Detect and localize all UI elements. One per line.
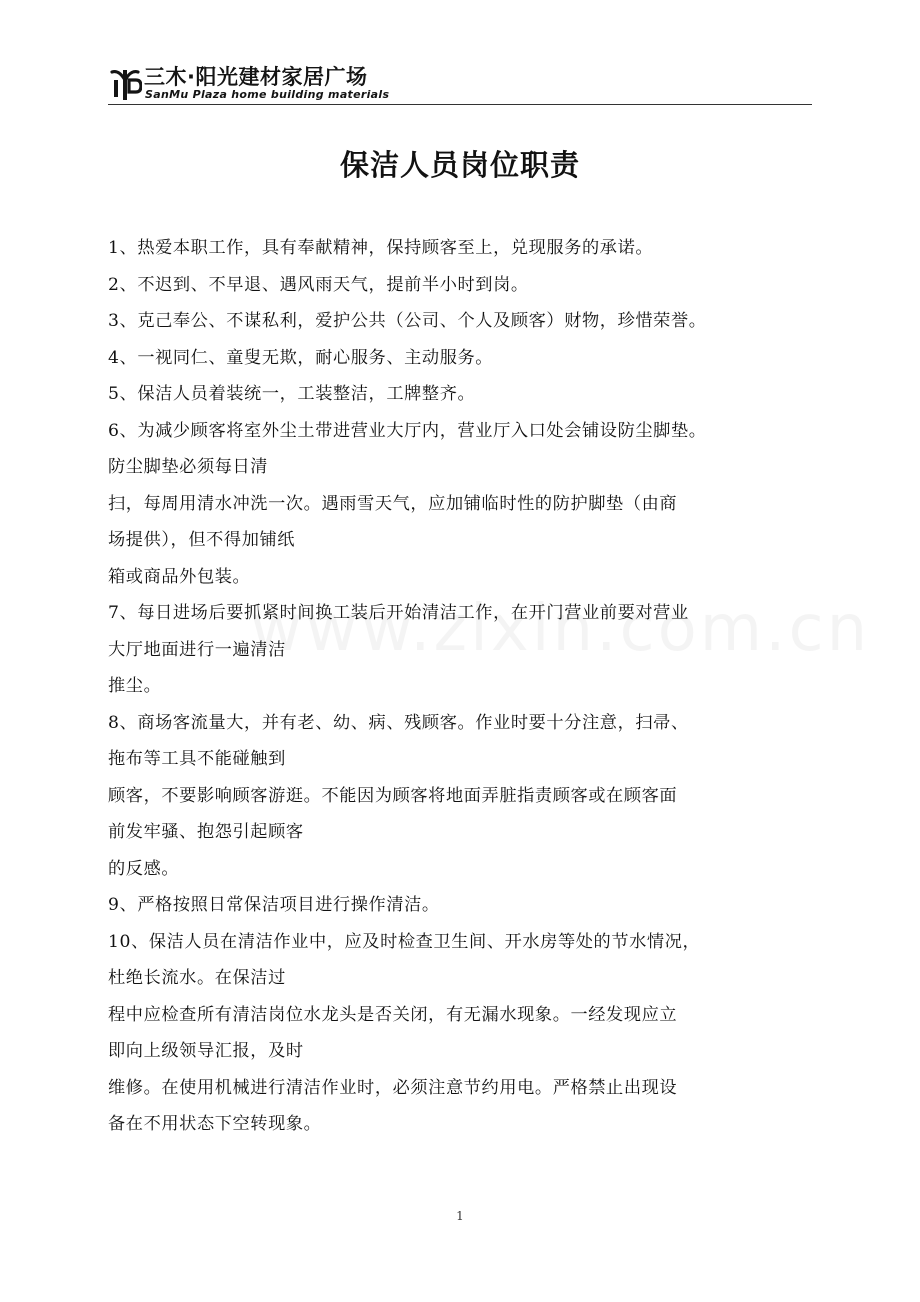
- document-body: [108, 230, 818, 1143]
- header-divider: [108, 104, 812, 105]
- text-line: 6、为减少顾客将室外尘土带进营业大厅内，营业厅入口处会铺设防尘脚垫。: [108, 420, 707, 441]
- text-line: 5、保洁人员着装统一，工装整洁，工牌整齐。: [108, 384, 476, 404]
- company-subtitle: SanMu Plaza home building materials: [145, 88, 390, 101]
- text-line: 前发牢骚、抱怨引起顾客: [108, 822, 304, 842]
- text-line: 场提供），但不得加铺纸: [108, 530, 296, 550]
- document-header: [108, 62, 812, 106]
- text-line: 的反感。: [108, 858, 180, 879]
- text-line: 推尘。: [108, 676, 162, 696]
- text-line: 4、一视同仁、童叟无欺，耐心服务、主动服务。: [108, 347, 494, 368]
- company-name: 三木·阳光建材家居广场: [144, 65, 368, 89]
- text-line: 扫，每周用清水冲洗一次。遇雨雪天气，应加铺临时性的防护脚垫（由商: [108, 493, 678, 514]
- text-line: 3、克己奉公、不谋私利，爱护公共（公司、个人及顾客）财物，珍惜荣誉。: [108, 311, 707, 331]
- text-line: 箱或商品外包装。: [108, 566, 251, 587]
- text-line: 1、热爱本职工作，具有奉献精神，保持顾客至上，兑现服务的承诺。: [108, 238, 654, 258]
- text-line: 10、保洁人员在清洁作业中，应及时检查卫生间、开水房等处的节水情况，: [108, 931, 701, 952]
- text-line: 8、商场客流量大，并有老、幼、病、残顾客。作业时要十分注意，扫帚、: [108, 712, 689, 733]
- text-line: 即向上级领导汇报，及时: [108, 1041, 304, 1061]
- text-line: 7、每日进场后要抓紧时间换工装后开始清洁工作，在开门营业前要对营业: [108, 603, 689, 623]
- text-line: 程中应检查所有清洁岗位水龙头是否关闭，有无漏水现象。一经发现应立: [108, 1004, 678, 1025]
- text-line: 防尘脚垫必须每日清: [108, 457, 269, 477]
- page-number: 1: [456, 1209, 464, 1223]
- text-line: 2、不迟到、不早退、遇风雨天气，提前半小时到岗。: [108, 274, 529, 295]
- text-line: 拖布等工具不能碰触到: [108, 749, 286, 769]
- document-title: 保洁人员岗位职责: [339, 148, 580, 182]
- text-line: 维修。在使用机械进行清洁作业时，必须注意节约用电。严格禁止出现设: [108, 1077, 678, 1098]
- text-line: 大厅地面进行一遍清洁: [108, 639, 286, 660]
- text-line: 备在不用状态下空转现象。: [108, 1114, 322, 1134]
- text-line: 9、严格按照日常保洁项目进行操作清洁。: [108, 895, 440, 915]
- text-line: 杜绝长流水。在保洁过: [108, 968, 286, 988]
- company-logo-icon: [108, 66, 142, 102]
- text-line: 顾客，不要影响顾客游逛。不能因为顾客将地面弄脏指责顾客或在顾客面: [108, 785, 678, 806]
